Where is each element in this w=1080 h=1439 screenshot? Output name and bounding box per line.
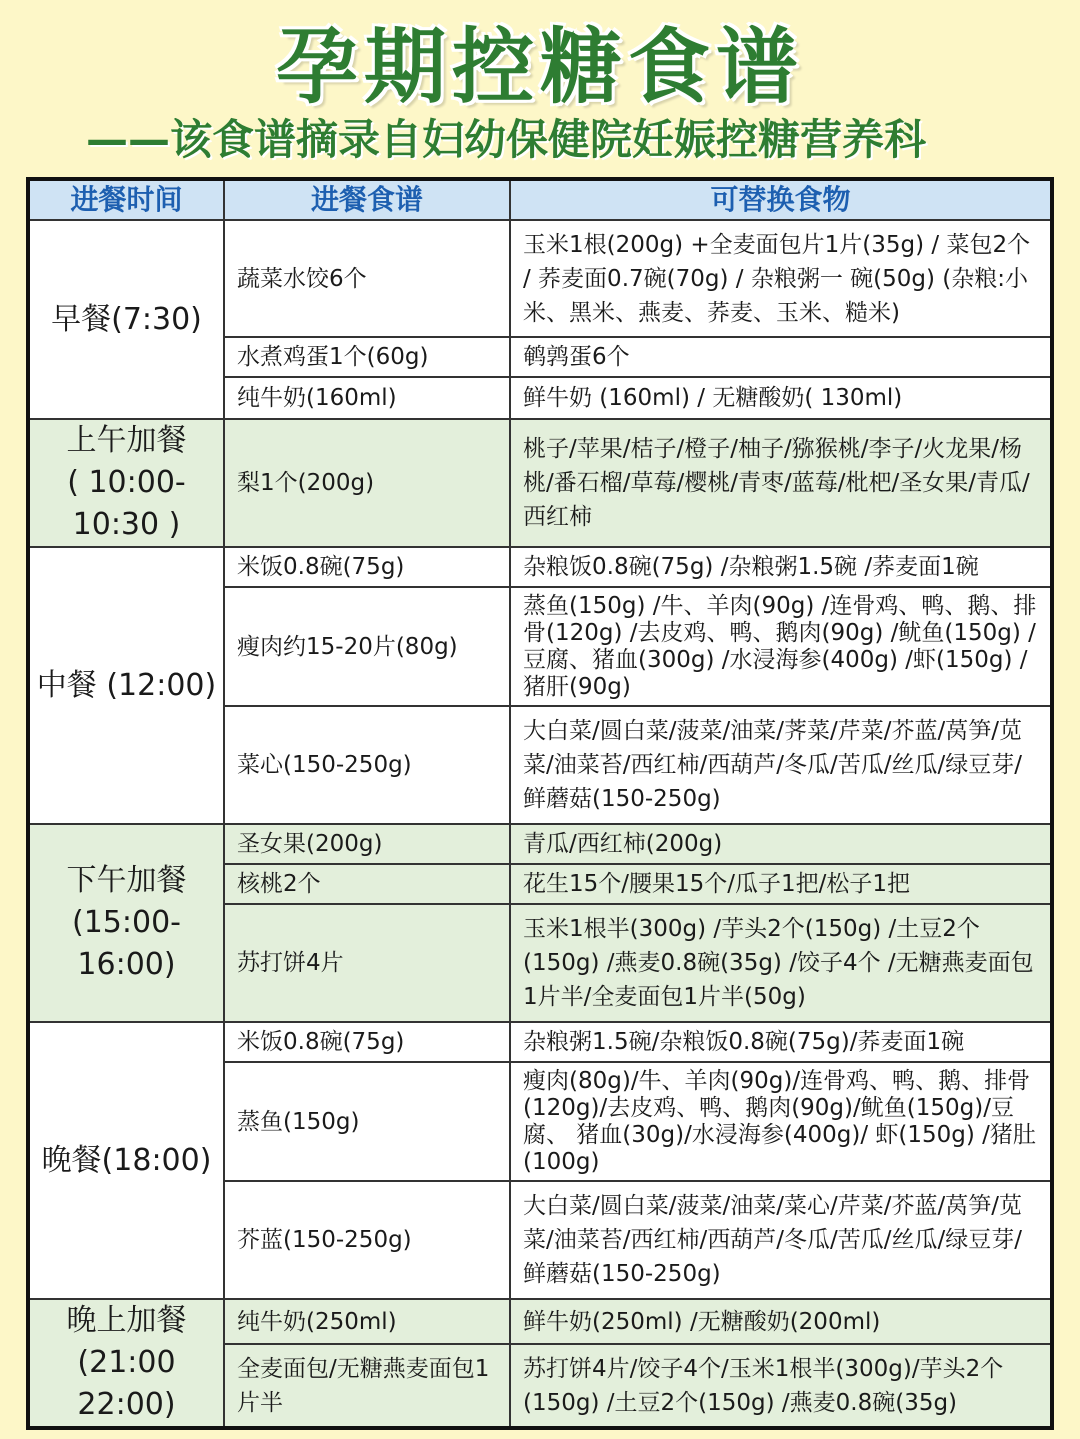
meal-alternatives: 玉米1根半(300g) /芋头2个(150g) /土豆2个(150g) /燕麦0.8碗(35g) /饺子4个 /无糖燕麦面包1片半/全麦面包1片半(50g) bbox=[510, 904, 1052, 1022]
meal-time-range: (15:00-16:00) bbox=[72, 905, 181, 982]
meal-food: 菜心(150-250g) bbox=[224, 706, 510, 824]
meal-plan-table bbox=[26, 177, 1054, 1430]
meal-time-afternoon-snack bbox=[28, 824, 224, 1022]
meal-food: 蔬菜水饺6个 bbox=[224, 220, 510, 337]
meal-alternatives: 鲜牛奶(250ml) /无糖酸奶(200ml) bbox=[510, 1299, 1052, 1344]
meal-food: 纯牛奶(250ml) bbox=[224, 1299, 510, 1344]
meal-alternatives: 青瓜/西红柿(200g) bbox=[510, 824, 1052, 864]
table-row bbox=[28, 419, 1052, 547]
meal-food: 圣女果(200g) bbox=[224, 824, 510, 864]
meal-time-dinner: 晚餐(18:00) bbox=[28, 1022, 224, 1299]
header-recipe: 进餐食谱 bbox=[224, 179, 510, 220]
meal-food: 米饭0.8碗(75g) bbox=[224, 1022, 510, 1062]
table-row bbox=[28, 1299, 1052, 1344]
meal-time-label: 晚上加餐 bbox=[66, 1303, 187, 1338]
page-title: 孕期控糖食谱 bbox=[275, 20, 804, 115]
meal-alternatives: 桃子/苹果/桔子/橙子/柚子/猕猴桃/李子/火龙果/杨桃/番石榴/草莓/樱桃/青枣/蓝莓/枇杷/圣女果/青瓜/西红柿 bbox=[510, 419, 1052, 547]
meal-food: 水煮鸡蛋1个(60g) bbox=[224, 337, 510, 377]
header-alternatives: 可替换食物 bbox=[510, 179, 1052, 220]
table-row bbox=[28, 220, 1052, 337]
meal-time-night-snack bbox=[28, 1299, 224, 1428]
meal-food: 米饭0.8碗(75g) bbox=[224, 547, 510, 587]
meal-time-label: 上午加餐 bbox=[66, 423, 187, 458]
meal-food: 梨1个(200g) bbox=[224, 419, 510, 547]
meal-alternatives: 花生15个/腰果15个/瓜子1把/松子1把 bbox=[510, 864, 1052, 904]
header-time: 进餐时间 bbox=[28, 179, 224, 220]
meal-alternatives: 蒸鱼(150g) /牛、羊肉(90g) /连骨鸡、鸭、鹅、排骨(120g) /去皮鸡、鸭、鹅肉(90g) /鱿鱼(150g) /豆腐、猪血(300g) /水浸海参(400g) /虾(150g) /猪肝(90g) bbox=[510, 587, 1052, 706]
meal-time-range: ( 10:00-10:30 ) bbox=[67, 465, 186, 542]
meal-food: 全麦面包/无糖燕麦面包1片半 bbox=[224, 1344, 510, 1428]
meal-time-label: 下午加餐 bbox=[66, 863, 187, 898]
table-row bbox=[28, 547, 1052, 587]
table-row bbox=[28, 1022, 1052, 1062]
meal-food: 核桃2个 bbox=[224, 864, 510, 904]
meal-food: 纯牛奶(160ml) bbox=[224, 377, 510, 419]
meal-food: 苏打饼4片 bbox=[224, 904, 510, 1022]
meal-alternatives: 玉米1根(200g) +全麦面包片1片(35g) / 菜包2个 / 荞麦面0.7碗(70g) / 杂粮粥一 碗(50g) (杂粮:小米、黑米、燕麦、荞麦、玉米、糙米) bbox=[510, 220, 1052, 337]
meal-alternatives: 大白菜/圆白菜/菠菜/油菜/菜心/芹菜/芥蓝/莴笋/苋菜/油菜苔/西红柿/西葫芦/冬瓜/苦瓜/丝瓜/绿豆芽/鲜蘑菇(150-250g) bbox=[510, 1181, 1052, 1299]
meal-alternatives: 苏打饼4片/饺子4个/玉米1根半(300g)/芋头2个(150g) /土豆2个(150g) /燕麦0.8碗(35g) bbox=[510, 1344, 1052, 1428]
meal-time-range: (21:00 22:00) bbox=[77, 1345, 176, 1422]
meal-food: 瘦肉约15-20片(80g) bbox=[224, 587, 510, 706]
meal-alternatives: 鲜牛奶 (160ml) / 无糖酸奶( 130ml) bbox=[510, 377, 1052, 419]
meal-alternatives: 杂粮饭0.8碗(75g) /杂粮粥1.5碗 /荞麦面1碗 bbox=[510, 547, 1052, 587]
meal-alternatives: 瘦肉(80g)/牛、羊肉(90g)/连骨鸡、鸭、鹅、排骨(120g)/去皮鸡、鸭、鹅肉(90g)/鱿鱼(150g)/豆腐、 猪血(30g)/水浸海参(400g)/ 虾(150g) /猪肚(100g) bbox=[510, 1062, 1052, 1181]
meal-alternatives: 鹌鹑蛋6个 bbox=[510, 337, 1052, 377]
table-row bbox=[28, 824, 1052, 864]
meal-food: 芥蓝(150-250g) bbox=[224, 1181, 510, 1299]
meal-time-lunch: 中餐 (12:00) bbox=[28, 547, 224, 824]
meal-food: 蒸鱼(150g) bbox=[224, 1062, 510, 1181]
meal-time-breakfast: 早餐(7:30) bbox=[28, 220, 224, 419]
page-subtitle: ——该食谱摘录自妇幼保健院妊娠控糖营养科 bbox=[86, 115, 927, 164]
meal-alternatives: 杂粮粥1.5碗/杂粮饭0.8碗(75g)/荞麦面1碗 bbox=[510, 1022, 1052, 1062]
meal-alternatives: 大白菜/圆白菜/菠菜/油菜/荠菜/芹菜/芥蓝/莴笋/苋菜/油菜苔/西红柿/西葫芦/冬瓜/苦瓜/丝瓜/绿豆芽/鲜蘑菇(150-250g) bbox=[510, 706, 1052, 824]
table-header-row bbox=[28, 179, 1052, 220]
meal-time-morning-snack bbox=[28, 419, 224, 547]
